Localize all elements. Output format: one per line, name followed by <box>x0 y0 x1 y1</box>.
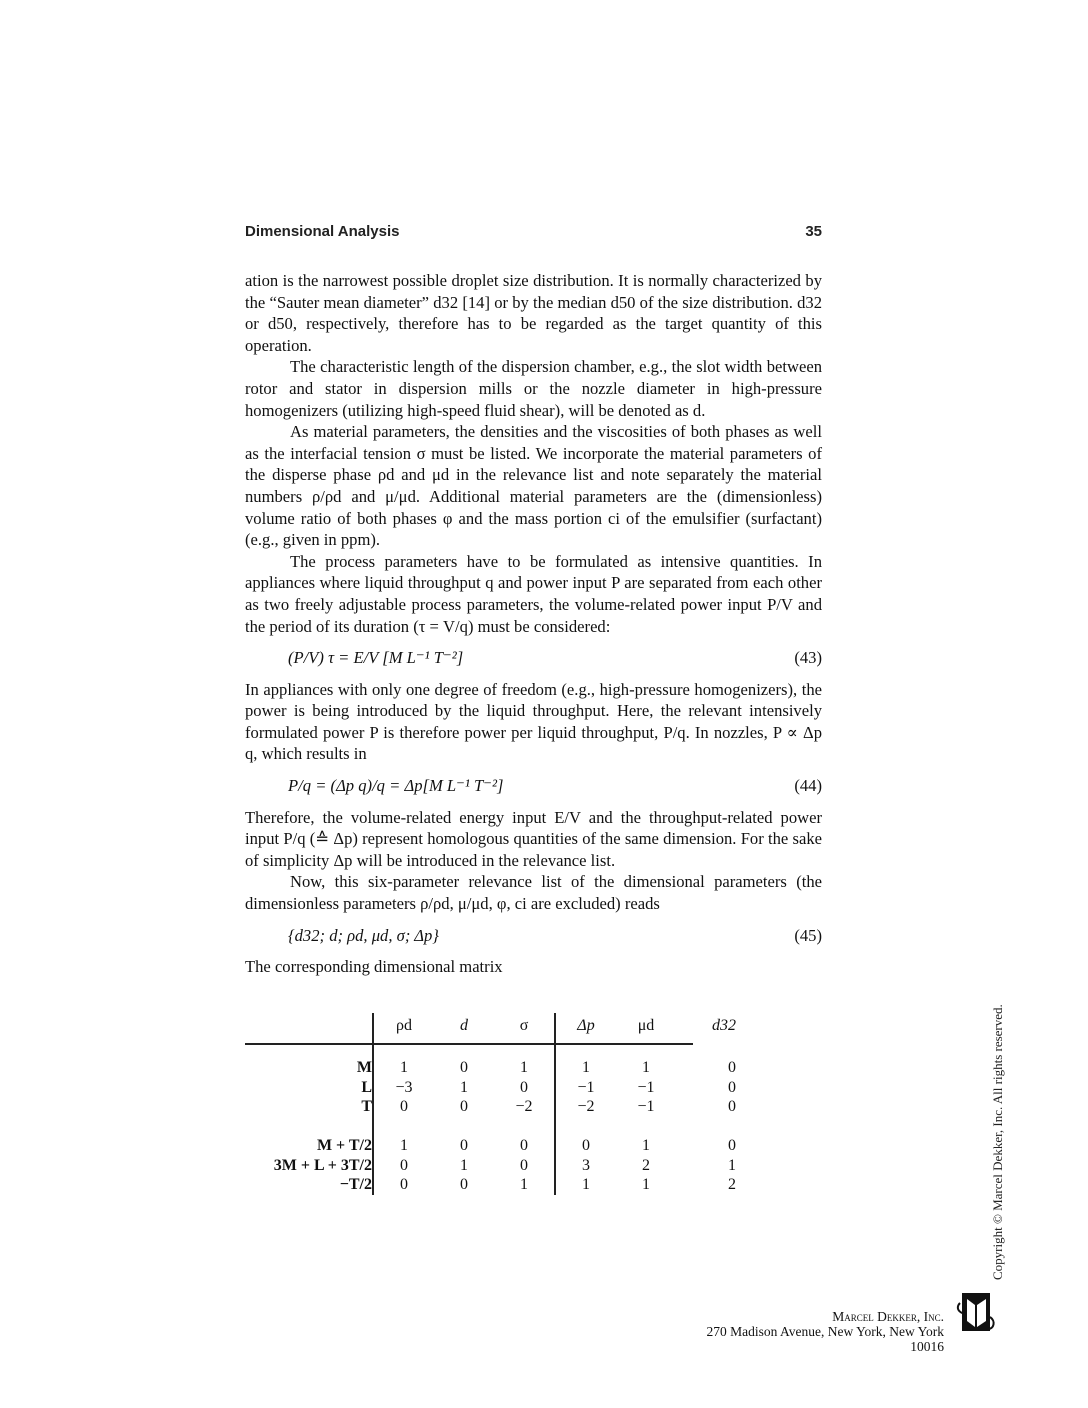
equation-44 <box>245 775 822 797</box>
matrix-cell: 0 <box>728 1059 736 1077</box>
matrix-cell: 1 <box>460 1156 468 1174</box>
equation-number: (44) <box>794 776 822 796</box>
paragraph-5: In appliances with only one degree of freedom (e.g., high-pressure homogenizers), the power is being introduced by the liquid throughput. Here, the relevant intensively formulated power P is therefore power per liquid throughput, P/q. In nozzles, P ∝ Δp q, which results in <box>245 679 822 764</box>
column-header: Δp <box>555 1013 616 1039</box>
paragraph-2: The characteristic length of the dispersion chamber, e.g., the slot width between rotor and stator in dispersion mills or the nozzle diameter in high-pressure homogenizers (utilizing high-speed fluid shear), will be denoted as d. <box>245 357 822 420</box>
column-header: d <box>460 1017 468 1034</box>
matrix-cell: 1 <box>555 1176 616 1196</box>
matrix-cell: 0 <box>460 1098 468 1116</box>
matrix-cell: 0 <box>520 1078 528 1096</box>
matrix-cell: 0 <box>728 1078 736 1096</box>
matrix-cell: −1 <box>637 1078 655 1096</box>
dimensional-matrix <box>245 1013 737 1195</box>
matrix-cell: 2 <box>642 1156 650 1174</box>
matrix-cell: 1 <box>460 1078 468 1096</box>
column-header: d32 <box>712 1017 736 1034</box>
publisher-footer <box>700 1309 944 1354</box>
matrix-cell: 1 <box>373 1137 434 1157</box>
matrix-cell: 0 <box>728 1137 736 1155</box>
matrix-header-row <box>245 1013 736 1039</box>
matrix-cell: 1 <box>373 1059 434 1079</box>
row-label: 3M + L + 3T/2 <box>273 1156 372 1174</box>
publisher-address: 270 Madison Avenue, New York, New York 10016 <box>706 1324 944 1354</box>
matrix-cell: 0 <box>373 1156 434 1176</box>
paragraph-7: Now, this six-parameter relevance list of the dimensional parameters (the dimensionless parameters ρ/ρd, μ/μd, φ, ci are excluded) reads <box>245 872 822 914</box>
matrix-cell: 1 <box>555 1059 616 1079</box>
paragraph-1: ation is the narrowest possible droplet size distribution. It is normally characterized by the “Sauter mean diameter” d32 [14] or by the median d50 of the size distribution. d32 or d50, respectively, therefore has to be regarded as the target quantity of this operation. <box>245 271 822 355</box>
matrix-cell: 1 <box>642 1137 650 1155</box>
matrix-cell: 3 <box>555 1156 616 1176</box>
paragraph-6: Therefore, the volume-related energy input E/V and the throughput-related power input P/q (≙ Δp) represent homologous quantities of the same dimension. For the sake of simplicity Δp will be introduced in the relevance list. <box>245 807 822 870</box>
running-title: Dimensional Analysis <box>245 223 400 240</box>
page-number: 35 <box>805 223 822 240</box>
body-text <box>245 270 822 978</box>
equation-number: (45) <box>794 925 822 945</box>
running-header <box>245 223 822 240</box>
matrix-row <box>245 1176 736 1196</box>
column-header: μd <box>637 1017 655 1034</box>
matrix-cell: −2 <box>555 1098 616 1118</box>
matrix-row <box>245 1098 736 1118</box>
matrix-cell: 1 <box>520 1176 528 1194</box>
publisher-name: Marcel Dekker, Inc. <box>832 1309 944 1324</box>
matrix-cell: 1 <box>520 1059 528 1077</box>
matrix-cell: 0 <box>555 1137 616 1157</box>
matrix-cell: 0 <box>728 1098 736 1116</box>
copyright-notice: Copyright © Marcel Dekker, Inc. All rights reserved. <box>990 1004 1005 1280</box>
matrix-cell: 0 <box>373 1098 434 1118</box>
matrix-row <box>245 1137 736 1157</box>
column-header: σ <box>519 1017 529 1034</box>
paragraph-3: As material parameters, the densities and the viscosities of both phases as well as the interfacial tension σ must be listed. We incorporate the material parameters of the disperse phase ρd and μd in the relevance list and note separately the material numbers ρ/ρd and μ/μd. Additional material parameters are the (dimensionless) volume ratio of both phases φ and the mass portion ci of the emulsifier (surfactant) (e.g., given in ppm). <box>245 422 822 550</box>
paragraph-4: The process parameters have to be formulated as intensive quantities. In appliances where liquid throughput q and power input P are separated from each other as two freely adjustable process parameters, the volume-related power input P/V and the period of its duration (τ = V/q) must be considered: <box>245 551 822 636</box>
equation-text: (P/V) τ = E/V [M L⁻¹ T⁻²] <box>288 648 464 668</box>
equation-text: P/q = (Δp q)/q = Δp[M L⁻¹ T⁻²] <box>288 776 504 796</box>
matrix-row <box>245 1059 736 1079</box>
row-label: M + T/2 <box>316 1137 372 1155</box>
row-label: M <box>356 1059 372 1077</box>
row-label: −T/2 <box>339 1176 372 1194</box>
matrix-cell: 0 <box>520 1137 528 1155</box>
equation-43 <box>245 647 822 669</box>
matrix-cell: 1 <box>728 1156 736 1174</box>
paragraph-8: The corresponding dimensional matrix <box>245 957 503 977</box>
matrix-row <box>245 1156 736 1176</box>
matrix-cell: −1 <box>637 1098 655 1116</box>
matrix-cell: 0 <box>460 1137 468 1155</box>
matrix-cell: 1 <box>642 1176 650 1194</box>
matrix-cell: 0 <box>373 1176 434 1196</box>
column-header: ρd <box>373 1013 434 1039</box>
matrix-cell: 2 <box>728 1176 736 1194</box>
row-label: L <box>361 1078 372 1096</box>
matrix-cell: 0 <box>460 1059 468 1077</box>
matrix-row <box>245 1078 736 1098</box>
publisher-logo-icon <box>956 1291 996 1335</box>
equation-text: {d32; d; ρd, μd, σ; Δp} <box>288 925 439 945</box>
matrix-cell: 0 <box>520 1156 528 1174</box>
row-label: T <box>361 1098 372 1116</box>
matrix-cell: 0 <box>460 1176 468 1194</box>
matrix-cell: 1 <box>642 1059 650 1077</box>
equation-number: (43) <box>794 648 822 668</box>
matrix-cell: −2 <box>515 1098 533 1116</box>
equation-45 <box>245 925 822 947</box>
matrix-cell: −1 <box>555 1078 616 1098</box>
matrix-cell: −3 <box>373 1078 434 1098</box>
